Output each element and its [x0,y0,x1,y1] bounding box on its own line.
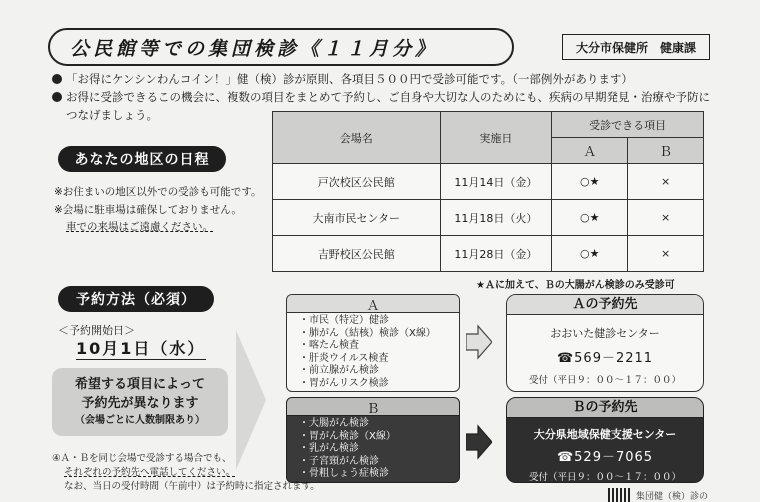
list-item: ・喀たん検査 [299,340,359,352]
contact-b-box [506,397,704,483]
bullet-1: 「お得にケンシンわんコイン！」健（検）診が原則、各項目５００円で受診可能です。（一部例外があります） [52,70,633,88]
venue-table [272,111,704,272]
contact-a-hours: 受付（平日９：００～１７：００） [528,375,681,386]
header-venue: 会場名 [273,112,441,164]
bottom-note-2: それぞれの予約先へ電話してください。 [64,467,236,478]
b-cell: × [628,200,704,236]
list-item: ・骨粗しょう症検診 [299,468,389,480]
reservation-info-box [52,368,228,436]
department-label: 大分市保健所 健康課 [562,34,710,60]
b-cell: × [628,236,704,272]
contact-b-name: 大分県地域保健支援センター [533,428,677,441]
header-a: Ａ [552,138,628,164]
start-date-label: ＜予約開始日＞ [58,324,135,337]
a-cell: ○★ [552,164,628,200]
schedule-note-2: ※会場に駐車場は確保しておりません。 [54,204,242,216]
list-item: ・肺がん（結核）検診（X線） [299,327,436,339]
venue-cell: 大南市民センター [273,200,441,236]
contact-a-title: Ａの予約先 [507,295,703,315]
header-date: 実施日 [440,112,552,164]
schedule-note-1: ※お住まいの地区以外での受診も可能です。 [54,186,262,198]
group-a-box [286,294,460,392]
list-item: ・胃がん検診（X線） [299,430,396,442]
contact-a-name: おおいた健診センター [550,327,660,340]
schedule-heading: あなたの地区の日程 [58,146,226,172]
info-line-1: 希望する項目によって [74,377,205,392]
a-cell: ○★ [552,236,628,272]
venue-cell: 戸次校区公民館 [273,164,441,200]
schedule-note-3: 車での来場はご遠慮ください。 [66,221,213,233]
info-line-3: （会場ごとに人数制限あり） [75,415,205,426]
info-line-2: 予約先が異なります [81,396,199,411]
bullet-dot-icon [52,92,62,102]
table-footnote: ★Ａに加えて、Ｂの大腸がん検診のみ受診可 [476,280,675,291]
bottom-note-3: なお、当日の受付時間（午前中）は予約時に指定されます。 [64,481,320,492]
list-item: ・子宮頸がん検診 [299,455,379,467]
start-date-value: 10月1日（水） [76,336,206,360]
date-cell: 11月28日（金） [440,236,552,272]
group-a-list [287,313,459,391]
bullet-dot-icon [52,74,62,84]
group-a-label: Ａ [287,295,459,313]
arrow-right-icon [466,424,492,460]
date-cell: 11月14日（金） [440,164,552,200]
arrow-right-icon [466,324,492,360]
list-item: ・大腸がん検診 [299,418,369,429]
header-items: 受診できる項目 [552,112,704,138]
table-row [273,200,704,236]
contact-b-phone: ☎529－7065 [556,450,654,465]
list-item: ・胃がんリスク検診 [299,377,389,389]
group-b-list [287,416,459,481]
venue-cell: 吉野校区公民館 [273,236,441,272]
corner-text: 集団健（検）診の [636,492,709,502]
page-title: 公民館等での集団検診《１１月分》 [48,28,514,66]
bullet-2-cont: つなげましょう。 [66,108,158,122]
arrow-right-icon [236,330,266,470]
reservation-heading: 予約方法（必須） [58,286,214,312]
list-item: ・市民（特定）健診 [299,315,389,326]
a-cell: ○★ [552,200,628,236]
contact-b-hours: 受付（平日９：００～１７：００） [528,472,681,483]
group-b-box [286,397,460,483]
contact-a-phone: ☎569－2211 [556,351,654,366]
contact-b-title: Ｂの予約先 [507,398,703,418]
b-cell: × [628,164,704,200]
bottom-note-1: ④Ａ・Ｂを同じ会場で受診する場合でも、 [52,453,232,464]
date-cell: 11月18日（火） [440,200,552,236]
qr-code-icon [608,488,632,502]
list-item: ・肝炎ウイルス検査 [299,352,389,364]
header-b: Ｂ [628,138,704,164]
contact-a-box [506,294,704,392]
list-item: ・乳がん検診 [299,443,359,455]
table-row [273,236,704,272]
table-row [273,164,704,200]
list-item: ・前立腺がん検診 [299,365,379,377]
group-b-label: Ｂ [287,398,459,416]
bullet-2: お得に受診できるこの機会に、複数の項目をまとめて予約し、ご自身や大切な人のためにも、疾病の早期発見・治療や予防に [52,88,710,106]
